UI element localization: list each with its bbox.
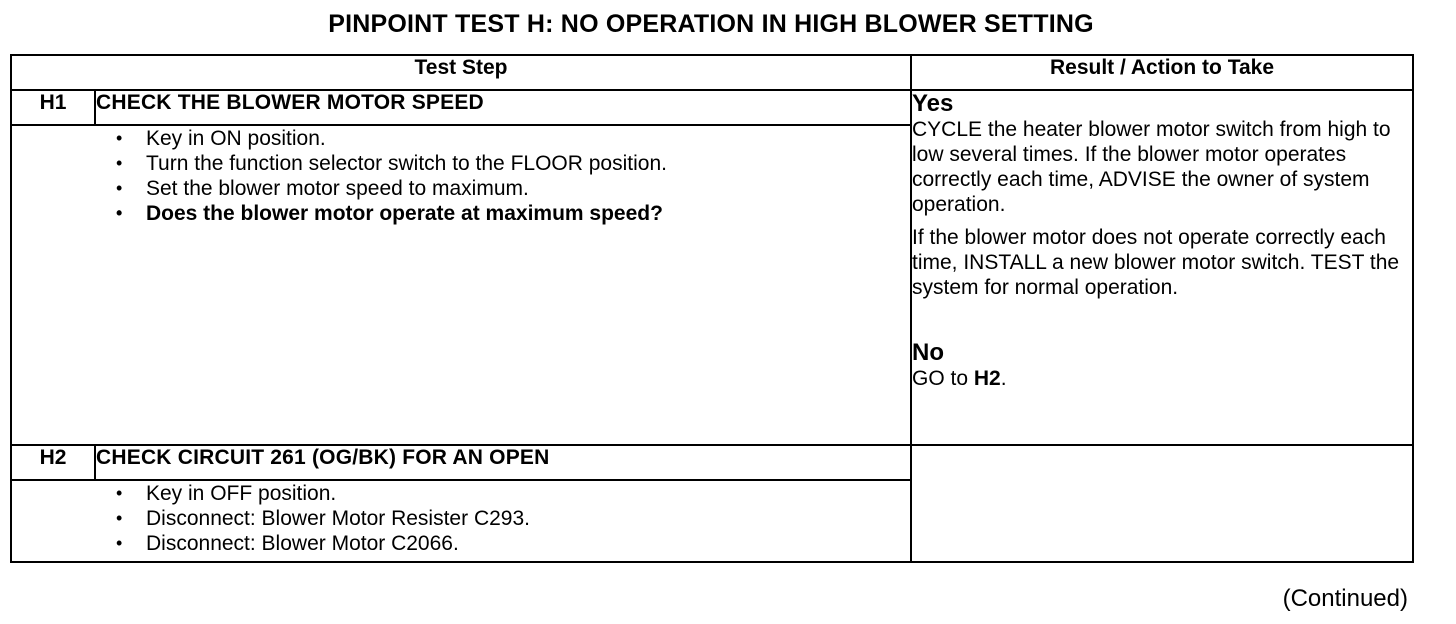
result-yes-text-1: CYCLE the heater blower motor switch from high to low several times. If the blower motor operates correctly each time, ADVISE the owner of system operation. [912,118,1391,216]
result-yes-text-2: If the blower motor does not operate correctly each time, INSTALL a new blower motor switch. TEST the system for normal operation. [912,226,1400,299]
step-h2-body [11,480,911,562]
pinpoint-test-table [10,54,1414,563]
list-item: • Turn the function selector switch to the FLOOR position. [116,151,910,176]
step-h1-results [911,90,1413,445]
result-no-prefix: GO to [912,367,974,390]
list-item: • Disconnect: Blower Motor C2066. [116,531,910,556]
result-no-text [912,366,1412,391]
table-header-row [11,55,1413,90]
step-h1-title-row [11,90,1413,125]
list-item: • Key in ON position. [116,126,910,151]
header-result-action: Result / Action to Take [911,55,1413,90]
step-h2-id: H2 [11,445,95,480]
result-yes-label: Yes [912,90,954,117]
step-h2-title: CHECK CIRCUIT 261 (OG/BK) FOR AN OPEN [95,445,911,480]
page-title: PINPOINT TEST H: NO OPERATION IN HIGH BLOWER SETTING [328,10,1094,38]
step-h2-bullets [12,481,910,556]
step-h1-bullets [12,126,910,226]
step-h2-title-row [11,445,1413,480]
result-no-suffix: . [1000,367,1007,390]
list-item: • Key in OFF position. [116,481,910,506]
step-h1-body [11,125,911,445]
step-h1-title: CHECK THE BLOWER MOTOR SPEED [95,90,911,125]
list-item: • Disconnect: Blower Motor Resister C293. [116,506,910,531]
header-test-step: Test Step [11,55,911,90]
step-h2-results [911,445,1413,562]
list-item-question: • Does the blower motor operate at maximum speed? [116,201,910,226]
list-item: • Set the blower motor speed to maximum. [116,176,910,201]
result-no-label: No [912,339,944,366]
step-h1-id: H1 [11,90,95,125]
result-no-target: H2 [973,367,1001,390]
continued-label: (Continued) [1282,585,1408,612]
